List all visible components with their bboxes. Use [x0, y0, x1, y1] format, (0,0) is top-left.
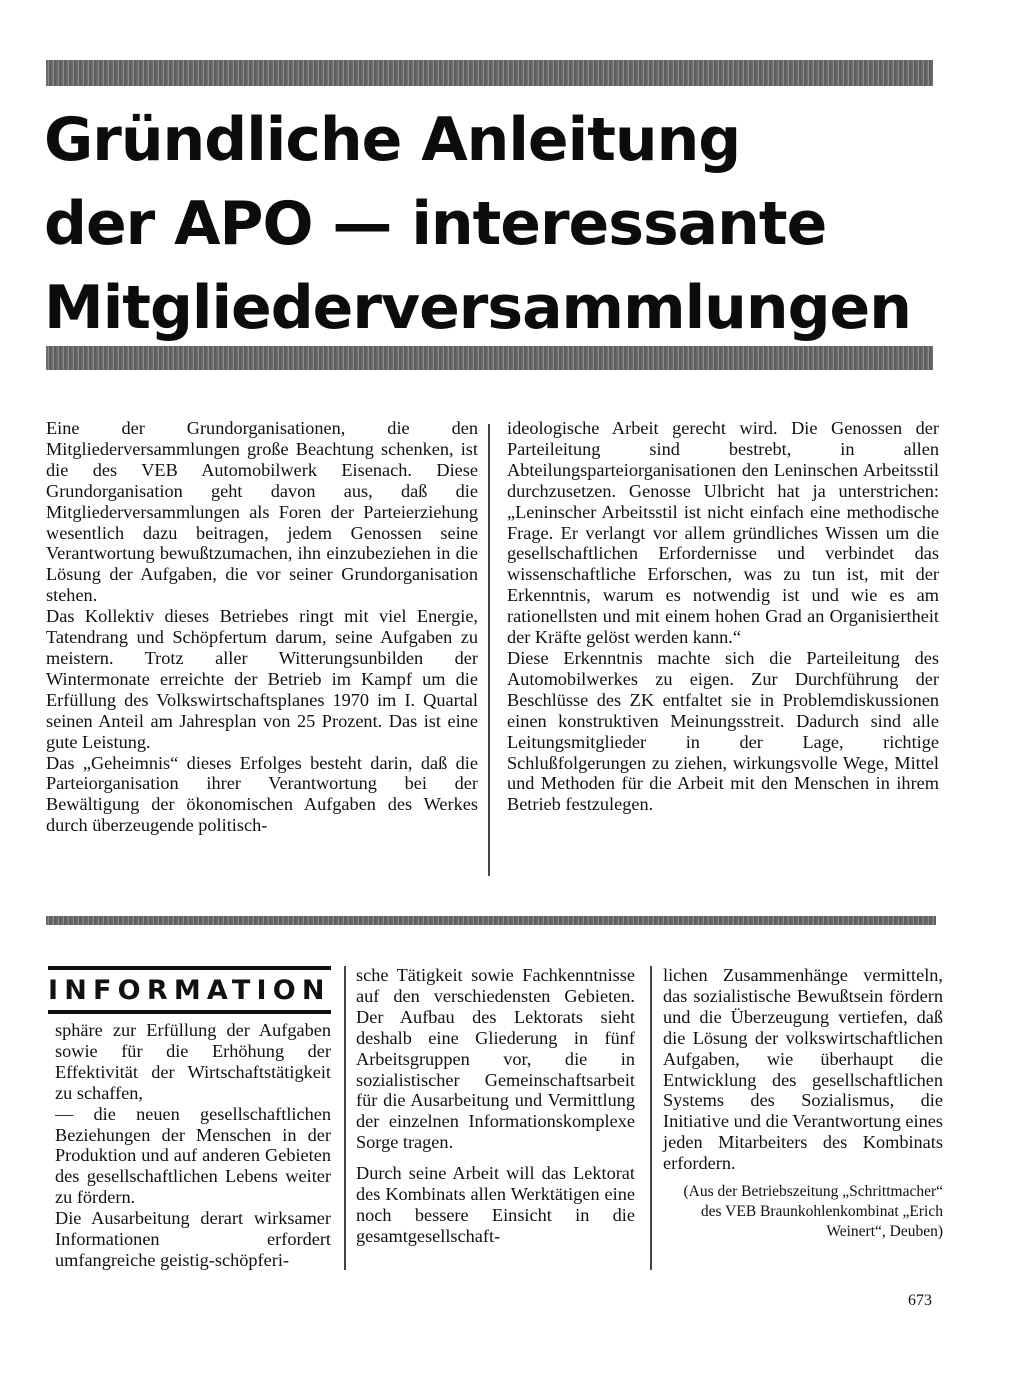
column-divider [488, 424, 490, 876]
headline-line-3: Mitgliederversammlungen [44, 273, 911, 343]
information-column-3 [663, 965, 943, 1242]
source-citation: (Aus der Betriebszeitung „Schrittmacher“ des VEB Braunkohlenkombinat „Erich Weinert“, Deuben) [683, 1183, 943, 1241]
information-column-1 [55, 1020, 331, 1271]
information-paragraph: sche Tätigkeit sowie Fachkenntnisse auf den verschiedensten Gebieten. Der Aufbau des Lektorats sieht deshalb eine Gliederung in fünf Arbeitsgruppen vor, die in sozialistischer Gemeinschaftsarbeit für die Ausarbeitung und Vermittlung der einzelnen Informationskomplexe Sorge tragen. [356, 965, 635, 1153]
info-heading-rule-top [48, 966, 331, 970]
column-divider [344, 966, 346, 1270]
headline-line-2: der APO — interessante [44, 189, 827, 259]
section-separator-bar [46, 916, 936, 925]
article-paragraph: Diese Erkenntnis machte sich die Parteileitung des Automobilwerkes zu eigen. Zur Durchführung der Beschlüsse des ZK entfaltet sie in Problemdiskussionen einen konstruktiven Meinungsstreit. Dadurch sind alle Leitungsmitglieder in der Lage, richtige Schlußfolgerungen zu ziehen, wirkungsvolle Wege, Mittel und Methoden für die Arbeit mit den Menschen in ihrem Betrieb festzulegen. [507, 647, 939, 815]
page-number: 673 [908, 1292, 932, 1309]
headline-underline-bar [46, 346, 933, 370]
information-paragraph: Die Ausarbeitung derart wirksamer Informationen erfordert umfangreiche geistig-schöpferi- [55, 1208, 331, 1270]
info-heading-rule-bottom [48, 1010, 331, 1014]
article-column-left [46, 418, 478, 836]
information-column-2 [356, 965, 635, 1247]
information-paragraph: sphäre zur Erfüllung der Aufgaben sowie für die Erhöhung der Effektivität der Wirtschaftstätigkeit zu schaffen, [55, 1020, 331, 1103]
article-paragraph: Eine der Grundorganisationen, die den Mitgliederversammlungen große Beachtung schenken, ist die des VEB Automobilwerk Eisenach. Diese Grundorganisation geht davon aus, daß die Mitgliederversammlungen als Foren der Parteierziehung wesentlich dazu beitragen, jedem Genossen seine Verantwortung bewußtzumachen, ihn einzubeziehen in die Lösung der Aufgaben, die vor seiner Grundorganisation stehen. [46, 418, 478, 606]
article-column-right [507, 418, 939, 815]
information-paragraph: — die neuen gesellschaftlichen Beziehungen der Menschen in der Produktion und auf anderen Gebieten des gesellschaftlichen Lebens weiter zu fördern. [55, 1103, 331, 1208]
headline-line-1: Gründliche Anleitung [44, 105, 741, 175]
information-heading: INFORMATION [48, 975, 331, 1006]
information-paragraph: Durch seine Arbeit will das Lektorat des Kombinats allen Werktätigen eine noch bessere Einsicht in die gesamtgesellschaft- [356, 1163, 635, 1246]
headline [44, 98, 944, 350]
top-decorative-bar [46, 60, 933, 86]
information-paragraph: lichen Zusammenhänge vermitteln, das sozialistische Bewußtsein fördern und die Überzeugung vertiefen, daß die Lösung der volkswirtschaftlichen Aufgaben, wie überhaupt die Entwicklung des gesellschaftlichen Systems des Sozialismus, die Initiative und die Verantwortung eines jeden Mitarbeiters des Kombinats erfordern. [663, 965, 943, 1174]
article-paragraph: ideologische Arbeit gerecht wird. Die Genossen der Parteileitung sind bestrebt, in allen Abteilungsparteiorganisationen den Leninschen Arbeitsstil durchzusetzen. Genosse Ulbricht hat ja unterstrichen: „Leninscher Arbeitsstil ist nicht einfach eine methodische Frage. Er verlangt vor allem gründliches Wissen um die gesellschaftlichen Erfordernisse und verbindet das wissenschaftliche Erforschen, was zu tun ist, mit der Erkenntnis, warum es notwendig ist und wie es am rationellsten und mit einem hohen Grad an Organisiertheit der Kräfte gelöst werden kann.“ [507, 418, 939, 648]
article-paragraph: Das „Geheimnis“ dieses Erfolges besteht darin, daß die Parteiorganisation ihrer Verantwortung bei der Bewältigung der ökonomischen Aufgaben des Werkes durch überzeugende politisch- [46, 752, 478, 836]
column-divider [650, 966, 652, 1270]
article-paragraph: Das Kollektiv dieses Betriebes ringt mit viel Energie, Tatendrang und Schöpfertum darum, seine Aufgaben zu meistern. Trotz aller Witterungsunbilden der Wintermonate erreichte der Betrieb im Kampf um die Erfüllung des Volkswirtschaftsplanes 1970 im I. Quartal seinen Anteil am Jahresplan von 25 Prozent. Das ist eine gute Leistung. [46, 606, 478, 752]
